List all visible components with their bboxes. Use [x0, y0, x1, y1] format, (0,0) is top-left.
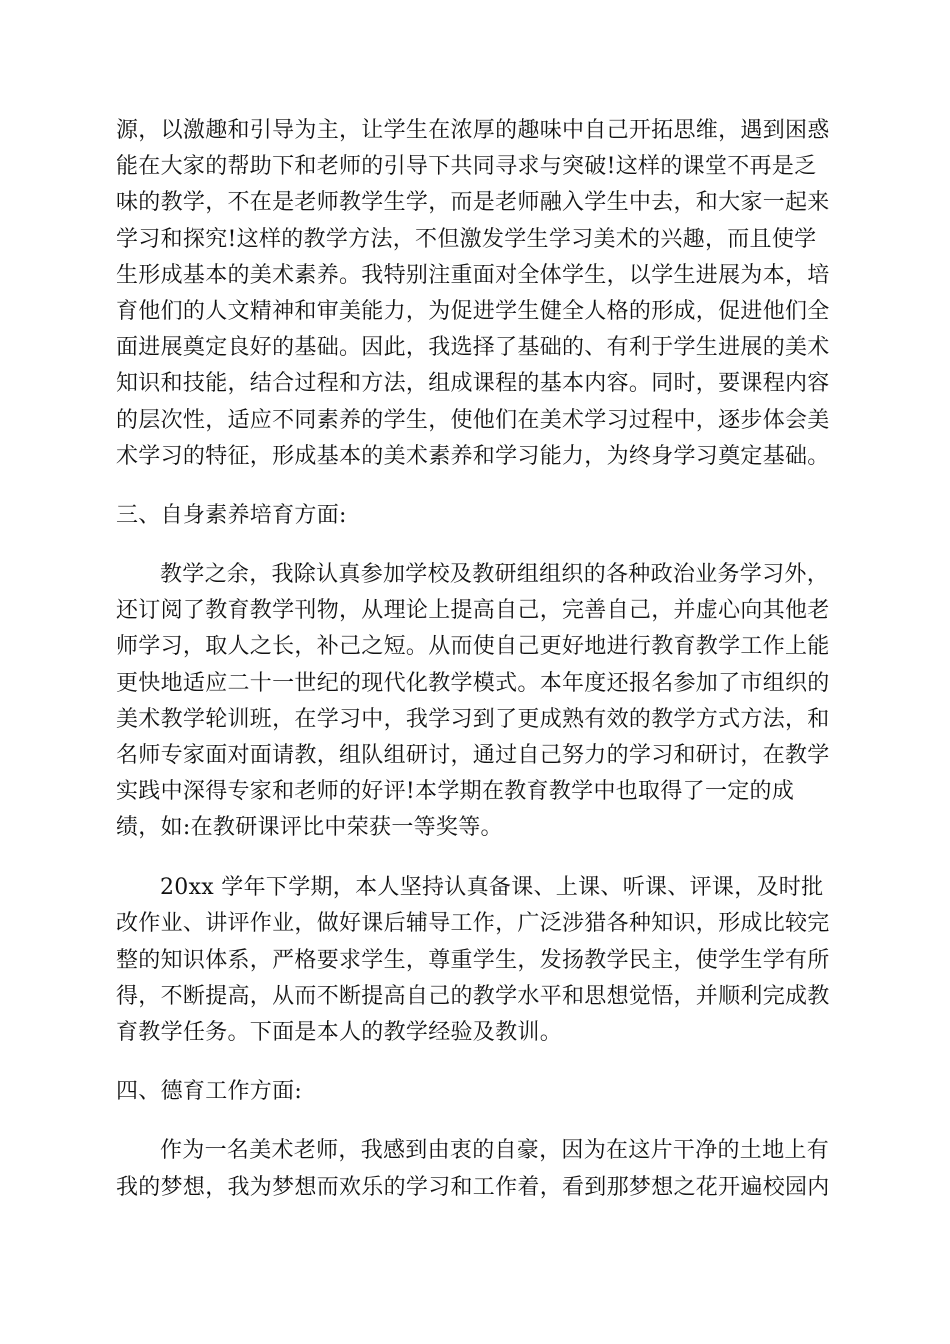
text-line: 知识和技能，结合过程和方法，组成课程的基本内容。同时，要课程内容 [116, 371, 830, 396]
text-line: 20xx 学年下学期，本人坚持认真备课、上课、听课、评课，及时批 [160, 875, 824, 900]
text-line: 还订阅了教育教学刊物，从理论上提高自己，完善自己，并虚心向其他老 [116, 598, 830, 623]
text-line: 生形成基本的美术素养。我特别注重面对全体学生，以学生进展为本，培 [116, 263, 830, 288]
text-line: 更快地适应二十一世纪的现代化教学模式。本年度还报名参加了市组织的 [116, 671, 830, 696]
section-heading-3: 三、自身素养培育方面: [116, 503, 347, 528]
text-line: 教学之余，我除认真参加学校及教研组组织的各种政治业务学习外， [160, 562, 830, 587]
text-line: 改作业、讲评作业，做好课后辅导工作，广泛涉猎各种知识，形成比较完 [116, 911, 830, 936]
text-line: 源，以激趣和引导为主，让学生在浓厚的趣味中自己开拓思维，遇到困惑 [116, 118, 830, 143]
text-line: 实践中深得专家和老师的好评!本学期在教育教学中也取得了一定的成 [116, 779, 795, 804]
text-line: 整的知识体系，严格要求学生，尊重学生，发扬教学民主，使学生学有所 [116, 948, 830, 973]
text-line: 学习和探究!这样的教学方法，不但激发学生学习美术的兴趣，而且使学 [116, 227, 817, 252]
text-line: 育教学任务。下面是本人的教学经验及教训。 [116, 1020, 563, 1045]
text-line: 师学习，取人之长，补己之短。从而使自己更好地进行教育教学工作上能 [116, 634, 830, 659]
text-line: 美术教学轮训班，在学习中，我学习到了更成熟有效的教学方式方法，和 [116, 707, 830, 732]
text-line: 绩，如:在教研课评比中荣获一等奖等。 [116, 815, 503, 840]
text-line: 味的教学，不在是老师教学生学，而是老师融入学生中去，和大家一起来 [116, 190, 830, 215]
text-line: 能在大家的帮助下和老师的引导下共同寻求与突破!这样的课堂不再是乏 [116, 154, 817, 179]
text-line: 的层次性，适应不同素养的学生，使他们在美术学习过程中，逐步体会美 [116, 408, 830, 433]
text-line: 我的梦想，我为梦想而欢乐的学习和工作着，看到那梦想之花开遍校园内 [116, 1175, 830, 1200]
text-line: 名师专家面对面请教，组队组研讨，通过自己努力的学习和研讨，在教学 [116, 743, 830, 768]
text-line: 得，不断提高，从而不断提高自己的教学水平和思想觉悟，并顺利完成教 [116, 984, 830, 1009]
text-line: 作为一名美术老师，我感到由衷的自豪，因为在这片干净的土地上有 [160, 1138, 830, 1163]
text-line: 育他们的人文精神和审美能力，为促进学生健全人格的形成，促进他们全 [116, 299, 830, 324]
section-heading-4: 四、德育工作方面: [116, 1079, 303, 1104]
text-line: 面进展奠定良好的基础。因此，我选择了基础的、有利于学生进展的美术 [116, 335, 830, 360]
text-line: 术学习的特征，形成基本的美术素养和学习能力，为终身学习奠定基础。 [116, 444, 830, 469]
